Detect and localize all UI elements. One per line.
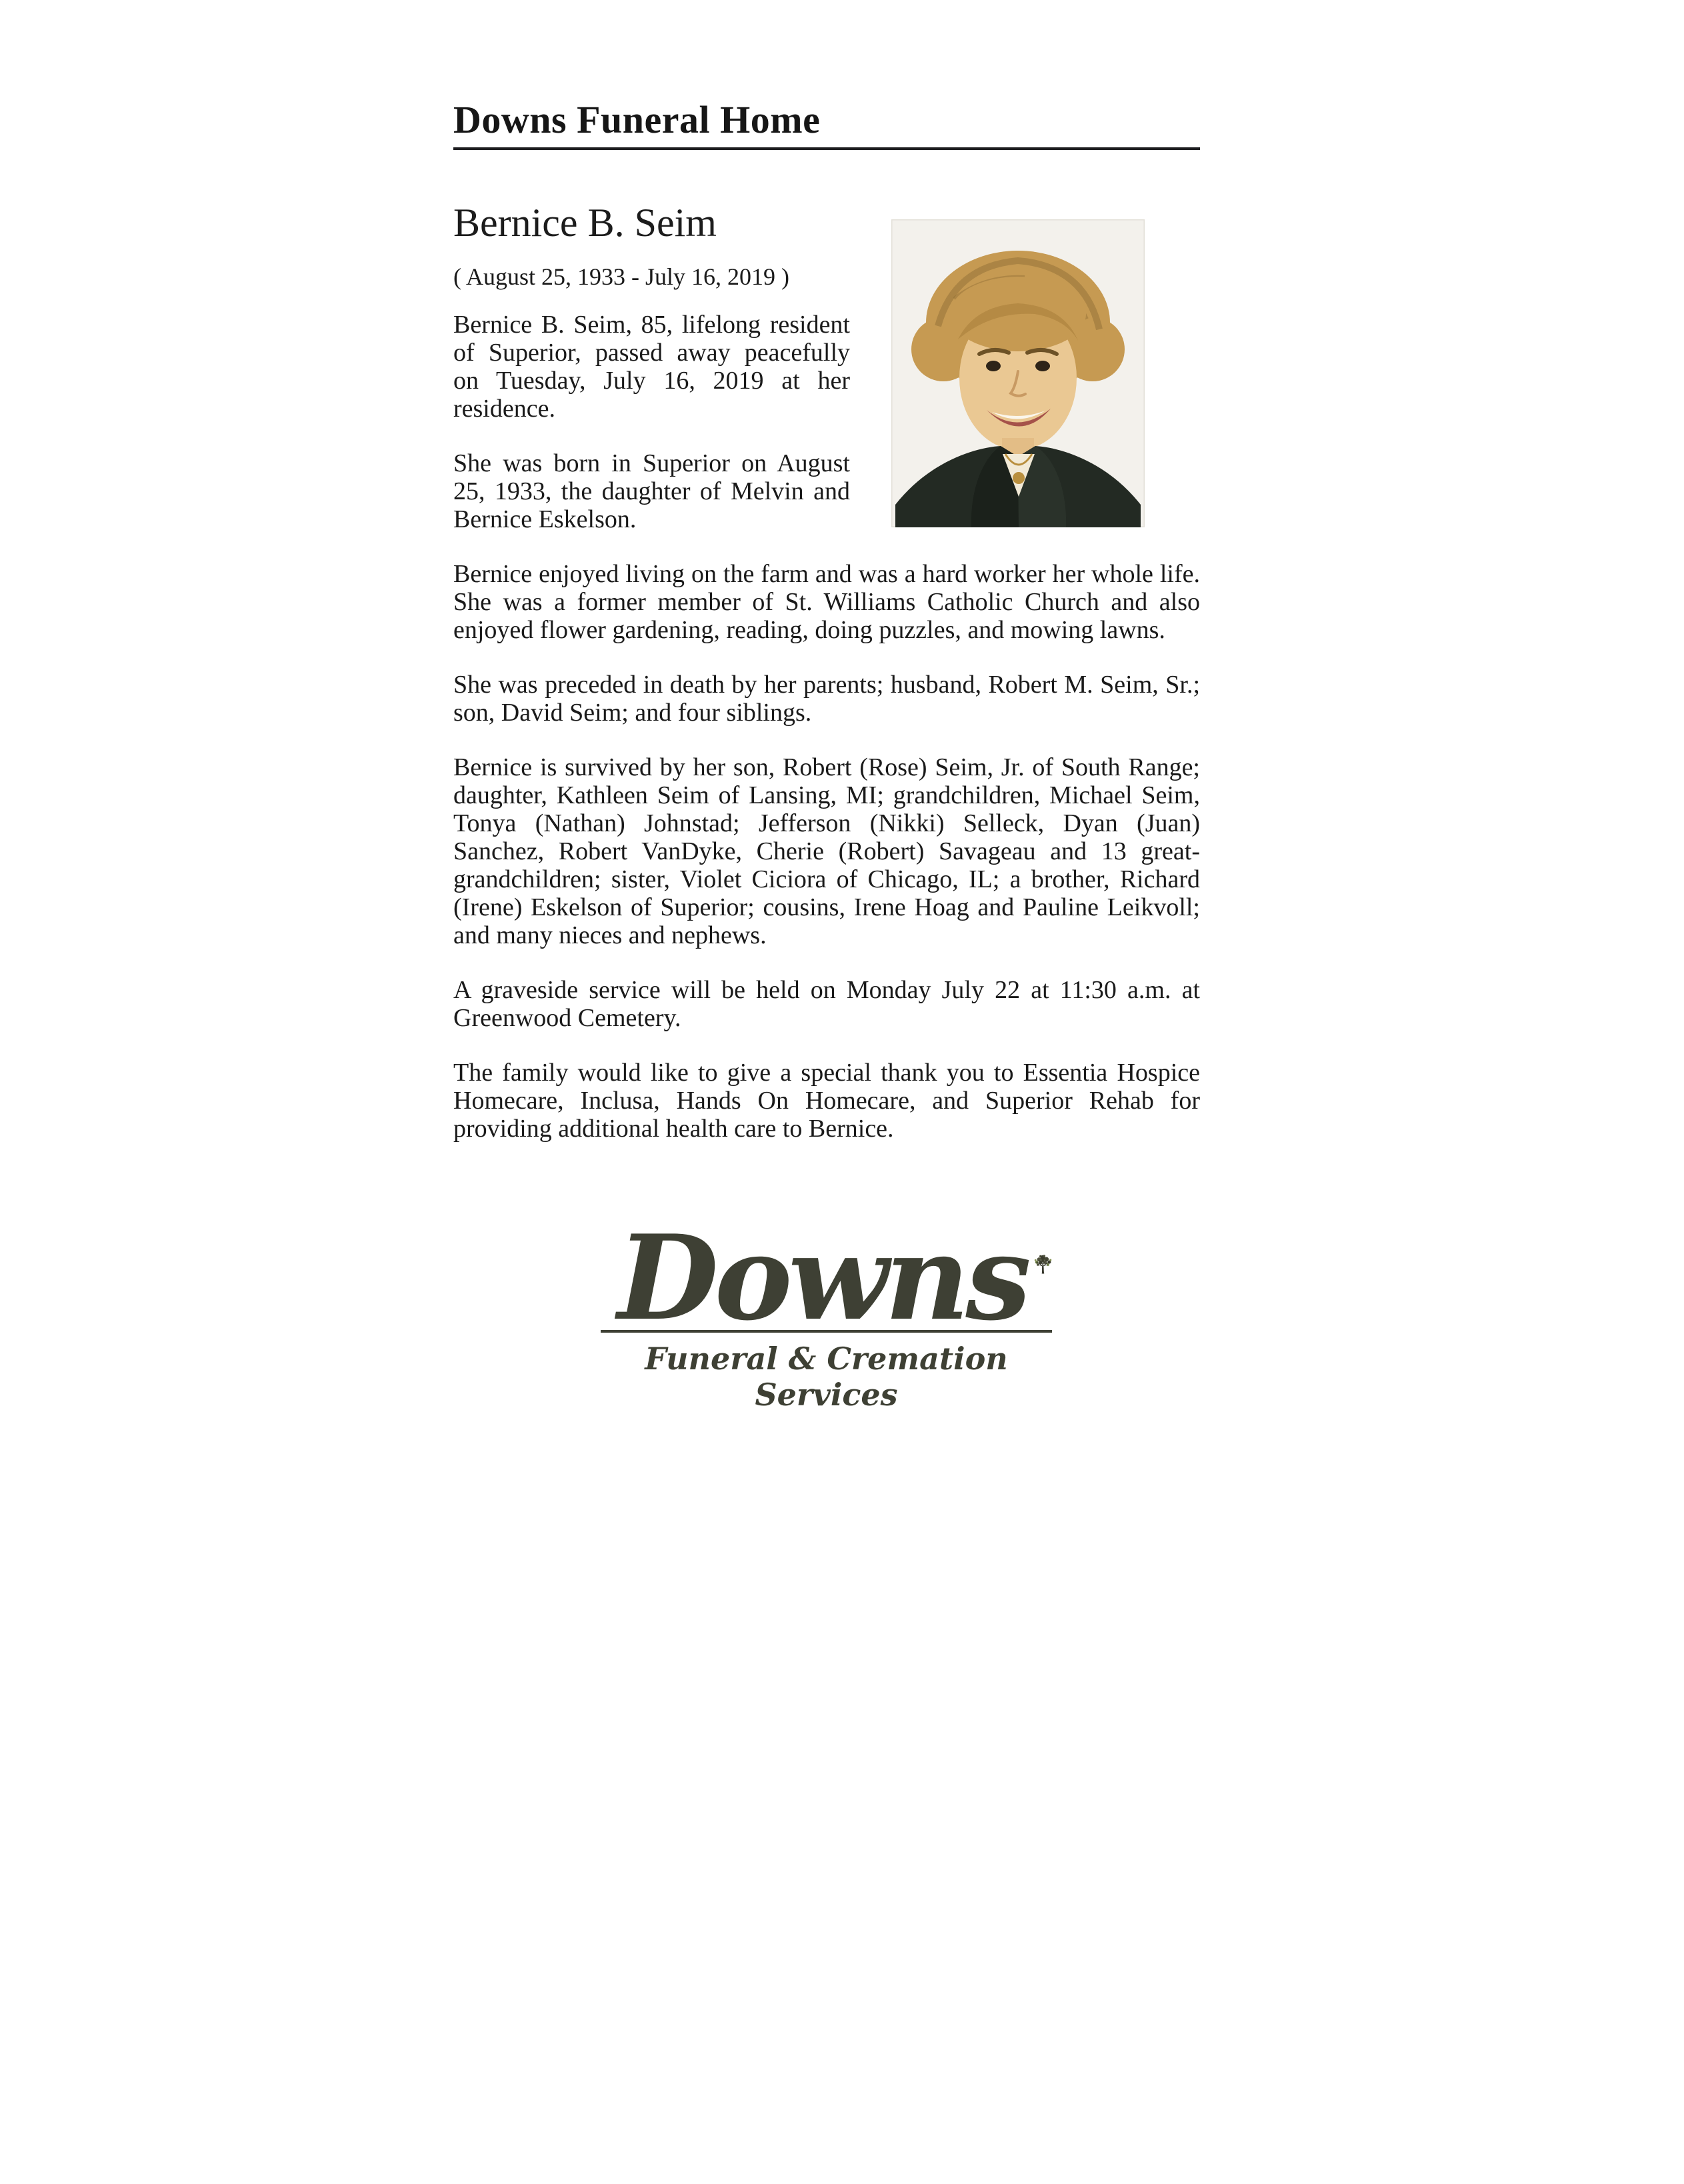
funeral-home-logo xyxy=(601,1169,1052,1413)
obituary-paragraph: Bernice enjoyed living on the farm and was a hard worker her whole life. She was a former member of St. Williams Catholic Church and also enjoyed flower gardening, reading, doing puzzles, and mowing lawns. xyxy=(453,560,1200,644)
tree-icon xyxy=(1034,1192,1052,1335)
obituary-section xyxy=(453,150,1200,1143)
funeral-home-header: Downs Funeral Home xyxy=(453,98,821,141)
obituary-paragraph: Bernice B. Seim, 85, lifelong resident of Superior, passed away peacefully on Tuesday, July 16, 2019 at her residence. xyxy=(453,311,850,423)
deceased-name: Bernice B. Seim xyxy=(453,201,717,245)
logo-row xyxy=(601,1188,1052,1347)
obituary-paragraph: A graveside service will be held on Monday July 22 at 11:30 a.m. at Greenwood Cemetery. xyxy=(453,976,1200,1032)
logo-wordmark: Downs xyxy=(617,1210,1027,1347)
portrait-photo xyxy=(891,219,1145,527)
obituary-paragraph: Bernice is survived by her son, Robert (Rose) Seim, Jr. of South Range; daughter, Kathleen Seim of Lansing, MI; grandchildren, Michael Seim, Tonya (Nathan) Johnstad; Jefferson (Nikki) Selleck, Dyan (Juan) Sanchez, Robert VanDyke, Cherie (Robert) Savageau and 13 great-grandchildren; sister, Violet Ciciora of Chicago, IL; a brother, Richard (Irene) Eskelson of Superior; cousins, Irene Hoag and Pauline Leikvoll; and many nieces and nephews. xyxy=(453,753,1200,949)
logo-tagline: Funeral & Cremation Services xyxy=(645,1341,1008,1413)
life-dates: ( August 25, 1933 - July 16, 2019 ) xyxy=(453,263,789,290)
portrait-photo-image xyxy=(891,219,1145,527)
document-page xyxy=(453,98,1200,1413)
obituary-paragraph: She was preceded in death by her parents; husband, Robert M. Seim, Sr.; son, David Seim; and four siblings. xyxy=(453,671,1200,727)
obituary-paragraph: She was born in Superior on August 25, 1933, the daughter of Melvin and Bernice Eskelson. xyxy=(453,449,850,533)
obituary-paragraph: The family would like to give a special thank you to Essentia Hospice Homecare, Inclusa, Hands On Homecare, and Superior Rehab for providing additional health care to Bernice. xyxy=(453,1059,1200,1143)
